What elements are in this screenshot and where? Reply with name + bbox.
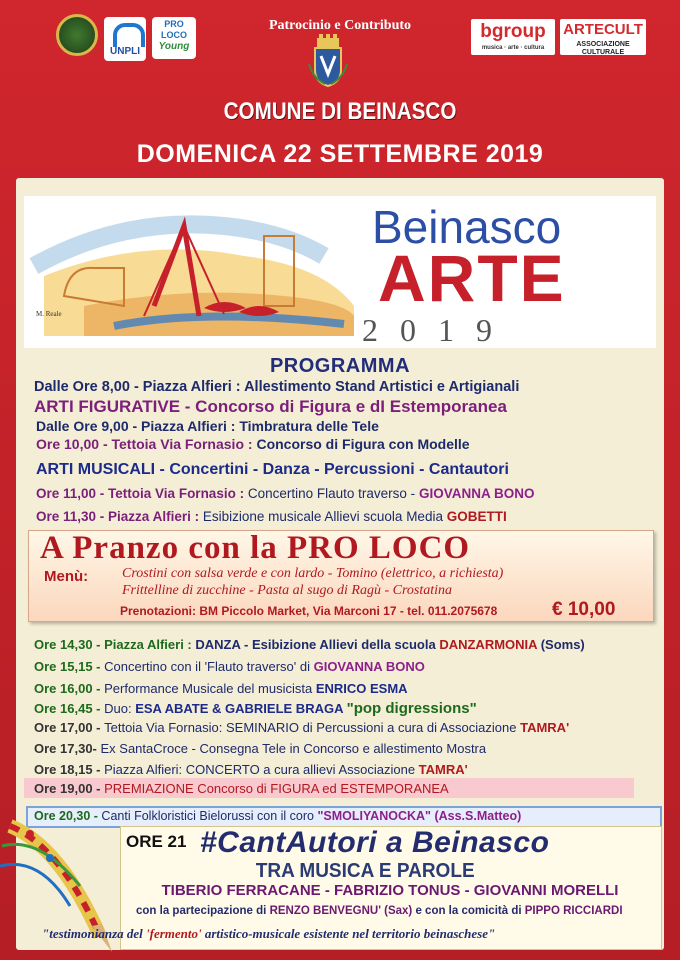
afternoon-line-6-desc: Ex SantaCroce - Consegna Tele in Concorso e allestimento Mostra — [100, 741, 487, 756]
afternoon-line-4-time: Ore 16,45 - — [34, 701, 101, 716]
afternoon-line-8-time: Ore 19,00 - — [34, 781, 101, 796]
afternoon-line-8 — [34, 781, 449, 796]
afternoon-line-4-artists: ESA ABATE & GABRIELE BRAGA — [135, 701, 343, 716]
partic-a: con la partecipazione di — [136, 905, 267, 917]
quote-b: 'fermento' — [146, 926, 202, 941]
banner-year: 2019 — [362, 312, 514, 348]
banner-arte: ARTE — [378, 241, 566, 315]
afternoon-line-2-artist: GIOVANNA BONO — [313, 659, 425, 674]
afternoon-line-4-title: "pop digressions" — [346, 700, 477, 717]
program-line-7-school: GOBETTI — [446, 509, 507, 524]
proloco-logo-pro: PRO — [164, 19, 184, 29]
menu-label: Menù: — [44, 568, 89, 585]
bgroup-logo-sub: musica · arte · cultura — [481, 45, 545, 51]
afternoon-line-1-school: DANZARMONIA — [439, 637, 538, 652]
program-line-4-desc: Concorso di Figura con Modelle — [256, 436, 470, 452]
afternoon-line-5-desc: Tettoia Via Fornasio: SEMINARIO di Percussioni a cura di Associazione — [104, 720, 517, 735]
afternoon-line-4-desc: Duo: — [104, 701, 132, 716]
program-line-6-artist: GIOVANNA BONO — [418, 486, 535, 501]
menu-line-1: Crostini con salsa verde e con lardo - Tomino (elettrico, a richiesta) — [122, 566, 504, 581]
afternoon-line-5 — [34, 720, 569, 735]
afternoon-line-9-assoc: (Ass.S.Matteo) — [434, 809, 522, 823]
afternoon-line-7-assoc: TAMRA' — [418, 762, 468, 777]
event-date: DOMENICA 22 SETTEMBRE 2019 — [136, 140, 544, 168]
program-line-1: Dalle Ore 8,00 - Piazza Alfieri : Allestimento Stand Artistici e Artigianali — [34, 379, 520, 395]
artecult-logo-text: ARTECULT — [563, 21, 643, 38]
cantautori-subtitle: TRA MUSICA E PAROLE — [255, 860, 475, 882]
partic-b: RENZO BENVEGNU' (Sax) — [269, 905, 413, 917]
program-line-6-time: Ore 11,00 - Tettoia Via Fornasio : — [36, 486, 245, 501]
cantautori-partecipazione — [136, 905, 623, 917]
afternoon-line-1-time: Ore 14,30 - Piazza Alfieri : — [34, 637, 192, 652]
artecult-logo-sub: ASSOCIAZIONE CULTURALE — [576, 41, 630, 56]
afternoon-line-3-time: Ore 16,00 - — [34, 681, 101, 696]
afternoon-line-6-time: Ore 17,30- — [34, 741, 97, 756]
quote-a: "testimonianza del — [42, 926, 143, 941]
comune-title: COMUNE DI BEINASCO — [223, 98, 457, 125]
programma-title: PROGRAMMA — [269, 355, 411, 377]
bgroup-logo — [471, 19, 555, 55]
afternoon-line-7-desc: Piazza Alfieri: CONCERTO a cura allievi Associazione — [104, 762, 416, 777]
partic-c: e con la comicità di — [415, 905, 522, 917]
program-line-7-time: Ore 11,30 - Piazza Alfieri : — [36, 509, 200, 524]
proloco-logo-loco: LOCO — [161, 30, 187, 40]
program-line-7-desc: Esibizione musicale Allievi scuola Media — [202, 509, 443, 524]
afternoon-line-7-time: Ore 18,15 - — [34, 762, 101, 777]
menu-price: € 10,00 — [552, 599, 616, 620]
afternoon-line-2 — [34, 659, 425, 674]
cantautori-names: TIBERIO FERRACANE - FABRIZIO TONUS - GIOVANNI MORELLI — [161, 882, 619, 899]
afternoon-line-2-time: Ore 15,15 - — [34, 659, 101, 674]
afternoon-line-1-note: (Soms) — [540, 637, 585, 652]
afternoon-line-8-desc: PREMIAZIONE Concorso di FIGURA ed ESTEMPORANEA — [104, 781, 449, 796]
town-crest-icon — [307, 34, 349, 88]
program-line-6 — [36, 486, 534, 501]
proloco-logo-young: Young — [158, 41, 190, 52]
afternoon-line-2-desc: Concertino con il 'Flauto traverso' di — [104, 659, 310, 674]
cantautori-title: #CantAutori a Beinasco — [200, 826, 550, 859]
program-line-6-desc: Concertino Flauto traverso - — [247, 486, 416, 501]
afternoon-line-1-desc: DANZA - Esibizione Allievi della scuola — [195, 637, 436, 652]
afternoon-line-5-time: Ore 17,00 - — [34, 720, 101, 735]
menu-line-2: Frittelline di zucchine - Pasta al sugo di Ragù - Crostatina — [122, 583, 453, 598]
pranzo-title: A Pranzo con la PRO LOCO — [40, 530, 471, 566]
afternoon-line-9-desc: Canti Folkloristici Bielorussi con il coro — [101, 809, 314, 823]
afternoon-line-1 — [34, 637, 585, 652]
patrocinio-text: Patrocinio e Contributo — [268, 18, 412, 33]
afternoon-line-9-choir: "SMOLIYANOCKA" — [317, 809, 431, 823]
partic-d: PIPPO RICCIARDI — [524, 905, 623, 917]
banner-signature: M. Reale — [36, 310, 62, 318]
banner-beinasco: Beinasco — [372, 201, 562, 253]
unpli-logo-text: UNPLI — [110, 46, 140, 57]
ore21-label: ORE 21 — [126, 832, 187, 851]
quote-c: artistico-musicale esistente nel territorio beinaschese" — [204, 926, 496, 941]
afternoon-line-7 — [34, 762, 468, 777]
cantautori-quote — [42, 926, 495, 942]
afternoon-line-6 — [34, 741, 486, 756]
bgroup-logo-text: bgroup — [480, 21, 546, 42]
program-line-4-time: Ore 10,00 - Tettoia Via Fornasio : — [36, 436, 253, 452]
program-line-7 — [36, 509, 507, 524]
artecult-logo — [560, 19, 646, 55]
program-line-3: Dalle Ore 9,00 - Piazza Alfieri : Timbratura delle Tele — [36, 418, 379, 434]
afternoon-line-9-time: Ore 20,30 - — [34, 809, 98, 823]
program-line-4 — [36, 436, 470, 452]
program-line-2: ARTI FIGURATIVE - Concorso di Figura e dI Estemporanea — [34, 397, 507, 416]
afternoon-line-3-artist: ENRICO ESMA — [315, 681, 408, 696]
program-line-5: ARTI MUSICALI - Concertini - Danza - Percussioni - Cantautori — [36, 461, 509, 478]
afternoon-line-5-assoc: TAMRA' — [520, 720, 570, 735]
prenotazioni: Prenotazioni: BM Piccolo Market, Via Marconi 17 - tel. 011.2075678 — [120, 604, 498, 618]
afternoon-line-3 — [34, 681, 408, 696]
afternoon-line-4 — [34, 700, 477, 717]
afternoon-line-3-desc: Performance Musicale del musicista — [104, 681, 313, 696]
